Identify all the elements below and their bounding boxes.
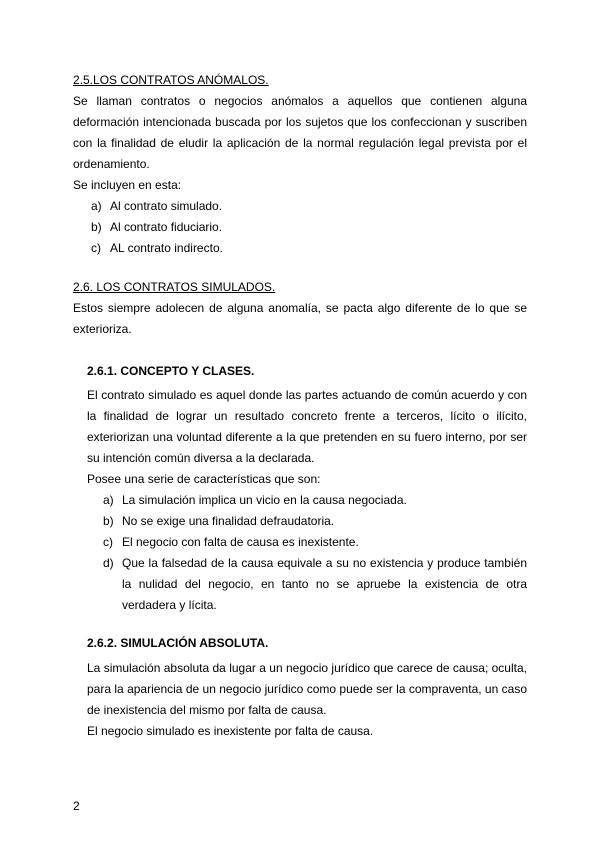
list-marker: b) [103, 514, 114, 528]
list-marker: d) [103, 556, 114, 570]
list-marker: a) [103, 493, 114, 507]
section-2-6 [73, 277, 527, 340]
list-marker: b) [91, 220, 102, 234]
section-2-6-2 [87, 633, 527, 742]
paragraph: Se llaman contratos o negocios anómalos a aquellos que contienen alguna deformación intencionada buscada por los sujetos que los confeccionan y suscriben con la finalidad de eludir la aplicación de la normal regulación legal prevista por el ordenamiento. [73, 94, 527, 171]
list-item-text: Al contrato simulado. [110, 199, 223, 213]
list-intro: Posee una serie de características que son: [87, 472, 321, 486]
paragraph: Estos siempre adolecen de alguna anomalía, se pacta algo diferente de lo que se exterioriza. [73, 301, 527, 336]
list-item-text: Que la falsedad de la causa equivale a su no existencia y produce también la nulidad del negocio, en tanto no se apruebe la existencia de otra verdadera y lícita. [122, 556, 527, 612]
section-2-5 [73, 70, 527, 259]
paragraph: El contrato simulado es aquel donde las partes actuando de común acuerdo y con la finalidad de lograr un resultado concreto frente a terceros, lícito o ilícito, exteriorizan una voluntad diferente a la que pretenden en su fuero interno, por ser su intención común diversa a la declarada. [87, 388, 527, 465]
list [103, 490, 527, 616]
subsection-heading: 2.6.1. CONCEPTO Y CLASES. [87, 364, 255, 378]
list-item [103, 511, 527, 532]
list-intro: Se incluyen en esta: [73, 178, 182, 192]
list-item-text: No se exige una finalidad defraudatoria. [122, 514, 335, 528]
list-item [103, 553, 527, 616]
subsection-heading: 2.6.2. SIMULACIÓN ABSOLUTA. [87, 636, 269, 650]
list-item [91, 196, 527, 217]
section-2-6-1 [87, 361, 527, 616]
page-number: 2 [73, 799, 80, 813]
section-heading: 2.6. LOS CONTRATOS SIMULADOS. [73, 280, 276, 294]
list-marker: c) [103, 535, 113, 549]
list-item-text: Al contrato fiduciario. [110, 220, 223, 234]
list-item [103, 532, 527, 553]
paragraph: La simulación absoluta da lugar a un negocio jurídico que carece de causa; oculta, para la apariencia de un negocio jurídico como puede ser la compraventa, un caso de inexistencia del mismo por falta de causa. [87, 661, 527, 717]
list-marker: c) [91, 241, 101, 255]
list-item-text: El negocio con falta de causa es inexistente. [122, 535, 359, 549]
list-marker: a) [91, 199, 102, 213]
list-item [91, 217, 527, 238]
list-item [103, 490, 527, 511]
list-item [91, 238, 527, 259]
paragraph: El negocio simulado es inexistente por falta de causa. [87, 724, 374, 738]
list-item-text: AL contrato indirecto. [110, 241, 223, 255]
section-heading: 2.5.LOS CONTRATOS ANÓMALOS. [73, 73, 269, 87]
list [91, 196, 527, 259]
list-item-text: La simulación implica un vicio en la causa negociada. [122, 493, 407, 507]
